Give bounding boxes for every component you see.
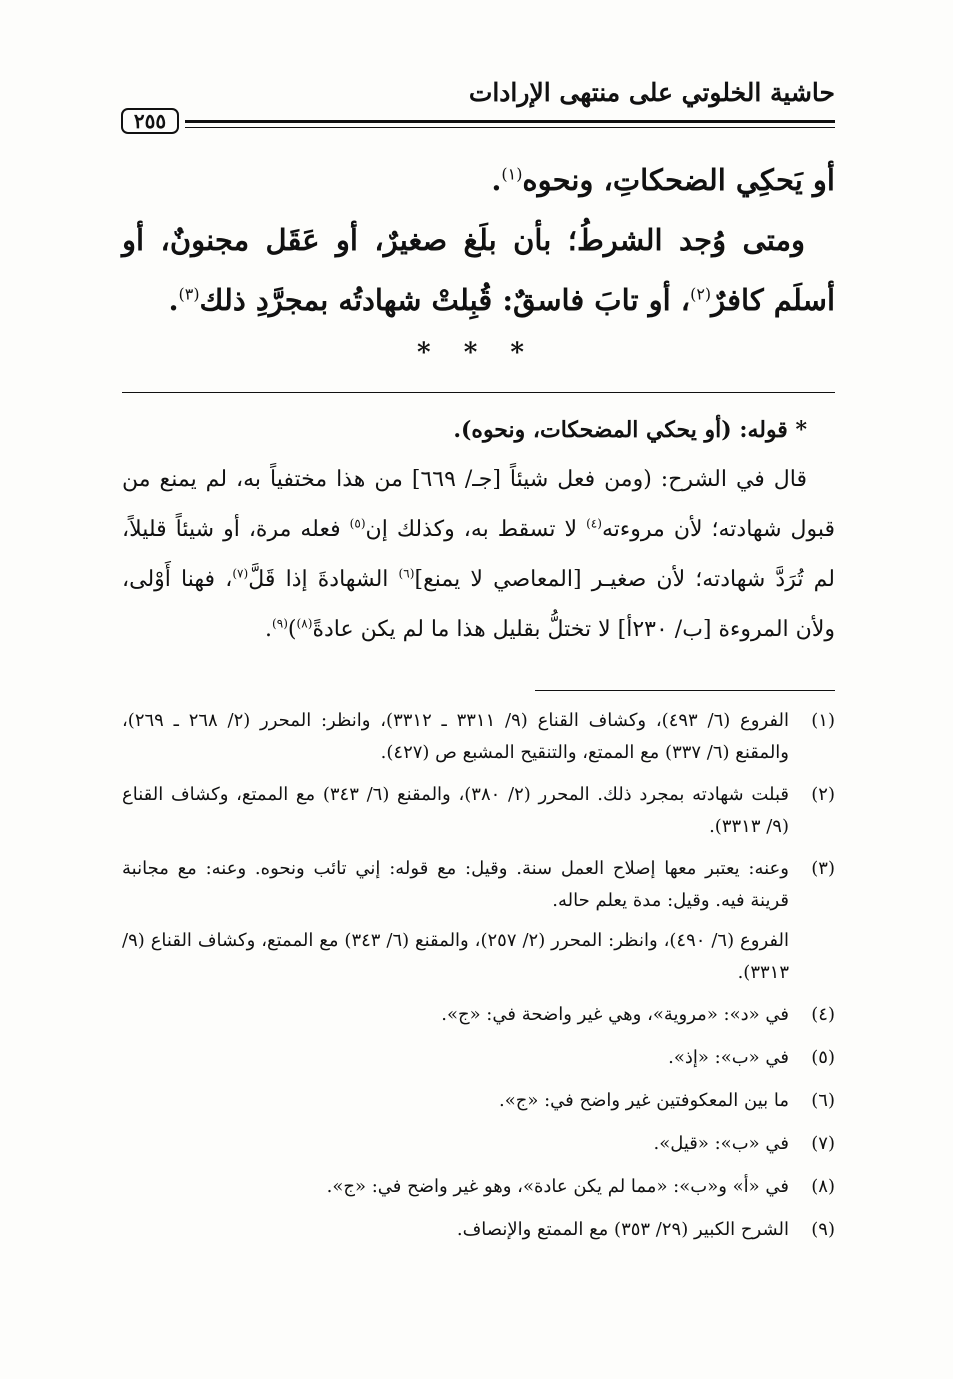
footnote-rule [535, 690, 835, 691]
footnote-number: (٦) [811, 1090, 835, 1111]
footnotes [122, 705, 835, 1257]
footnote-ref: (٨) [296, 616, 313, 631]
footnote-ref: (٧) [232, 566, 249, 581]
running-header-title: حاشية الخلوتي على منتهى الإرادات [468, 78, 835, 107]
commentary [122, 405, 835, 655]
footnote-ref: (٦) [398, 566, 415, 581]
section-rule [122, 392, 835, 393]
footnote-4 [122, 999, 835, 1031]
header-rule-thin [185, 127, 835, 128]
footnote-5 [122, 1042, 835, 1074]
main-text [122, 150, 835, 330]
footnote-number: (٣) [811, 858, 835, 879]
footnote-number: (٢) [811, 784, 835, 805]
page-number-badge: ٢٥٥ [121, 108, 179, 134]
commentary-heading: * قوله: (أو يحكي المضحكات، ونحوه). [453, 417, 807, 443]
footnote-1 [122, 705, 835, 769]
section-separator-stars: * * * [417, 338, 536, 368]
footnote-number: (٩) [811, 1219, 835, 1240]
footnote-text: قبلت شهادته بمجرد ذلك. المحرر (٢/ ٣٨٠)، والمقنع (٦/ ٣٤٣) مع الممتع، وكشاف القناع (٩/ ٣٣١٣). [122, 784, 789, 837]
footnote-number: (٧) [811, 1133, 835, 1154]
footnote-number: (٤) [811, 1004, 835, 1025]
footnote-number: (١) [811, 710, 835, 731]
main-paragraph-1: أو يَحكِي الضحكاتِ، ونحوه$^{(١)}$. [491, 163, 835, 197]
footnote-text: الشرح الكبير (٢٩/ ٣٥٣) مع الممتع والإنصاف. [456, 1219, 789, 1240]
footnote-9 [122, 1214, 835, 1246]
footnote-6 [122, 1085, 835, 1117]
footnote-2 [122, 779, 835, 843]
footnote-text: الفروع (٦/ ٤٩٣)، وكشاف القناع (٩/ ٣٣١١ ـ ٣٣١٢)، وانظر: المحرر (٢/ ٢٦٨ ـ ٢٦٩)، والمقنع (٦/ ٣٣٧) مع الممتع، والتنقيح المشبع ص (٤٢٧). [122, 710, 790, 763]
footnote-number: (٨) [811, 1176, 835, 1197]
footnote-ref: (٩) [271, 616, 288, 631]
footnote-text: في «أ» و«ب»: «مما لم يكن عادة»، وهو غير واضح في: «ج». [326, 1176, 789, 1197]
footnote-3 [122, 853, 835, 989]
footnote-text: في «ب»: «إذ». [668, 1047, 789, 1068]
footnote-8 [122, 1171, 835, 1203]
footnote-text: في «ب»: «قيل». [653, 1133, 789, 1154]
footnote-text: ما بين المعكوفتين غير واضح في: «ج». [499, 1090, 789, 1111]
footnote-text: وعنه: يعتبر معها إصلاح العمل سنة. وقيل: مع قوله: إني تائب ونحوه. وعنه: مع مجانبة قرينة فيه. وقيل: مدة يعلم حاله. الفروع (٦/ ٤٩٠)، وانظر: المحرر (٢/ ٢٥٧)، والمقنع (٦/ ٣٤٣) مع الممتع، وكشاف القناع (٩/ ٣٣١٣). [122, 858, 789, 983]
footnote-ref: (١) [501, 164, 523, 184]
footnote-ref: (٤) [586, 516, 602, 531]
commentary-body: قال في الشرح: (ومن فعل شيئاً [جـ/ ٦٦٩] من هذا مختفياً به، لم يمنع من قبول شهادته؛ لأن مروءته$^{(٤)}$ لا تسقط به، وكذلك إن$^{(٥)}$ فعله مرة، أو شيئاً قليلاً، لم تُرَدَّ شهادته؛ لأن صغيـر [المعاصي لا يمنع]$^{(٦)}$ الشهادةَ إذا قَلَّ$^{(٧)}$، فهنا أَوْلى، ولأن المروءة [ب/ ٢٣٠أ] لا تختلُّ بقليل هذا ما لم يكن عادةً$^{(٨)}$)$^{(٩)}$. [122, 467, 836, 642]
footnote-ref: (٢) [690, 284, 712, 304]
header-rule [185, 120, 835, 123]
footnote-number: (٥) [811, 1047, 835, 1068]
footnote-ref: (٣) [178, 284, 200, 304]
footnote-ref: (٥) [349, 516, 366, 531]
footnote-text: في «د»: «مروية»، وهي غير واضحة في: «ج». [441, 1004, 789, 1025]
footnote-7 [122, 1128, 835, 1160]
main-paragraph-2: ومتى وُجد الشرطُ؛ بأن بلَغ صغيرٌ، أو عَقَل مجنونٌ، أو أسلَم كافرٌ$^{(٢)}$، أو تابَ فاسقٌ: قُبِلتْ شهادتُه بمجرَّدِ ذلك$^{(٣)}$. [122, 223, 835, 317]
